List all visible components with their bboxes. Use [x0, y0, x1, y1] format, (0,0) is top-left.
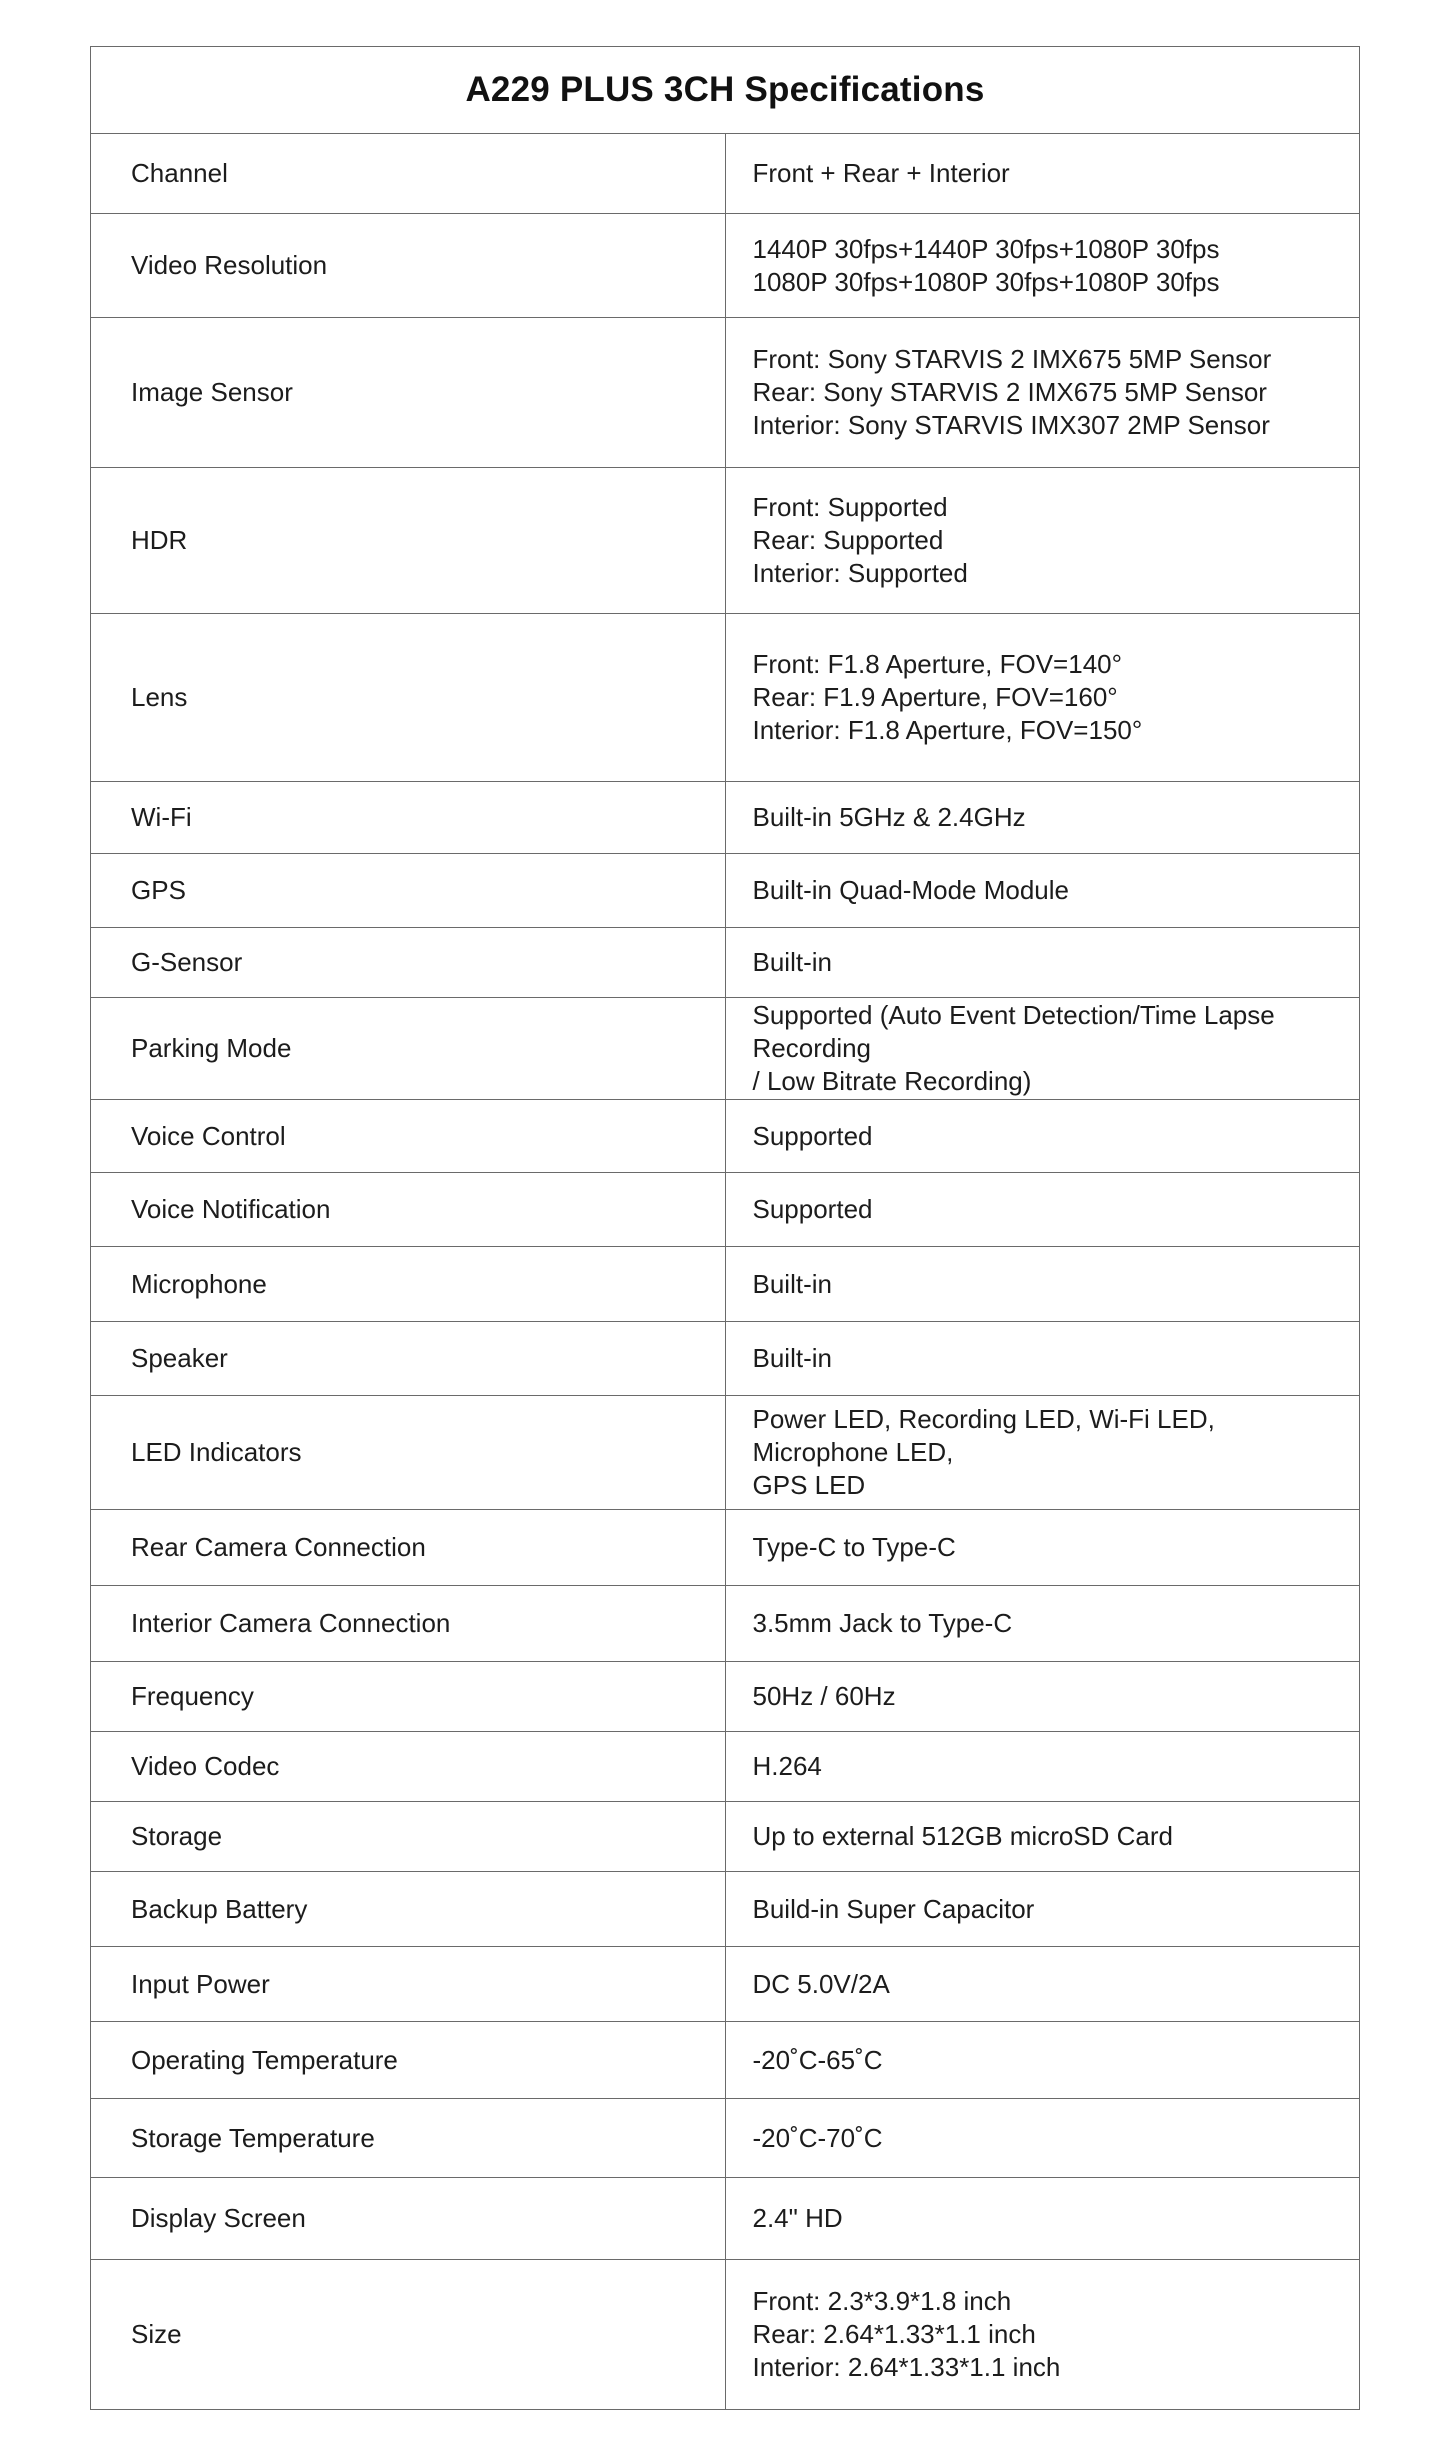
spec-label: Frequency [91, 1662, 726, 1732]
spec-value-line: Power LED, Recording LED, Wi-Fi LED, Microphone LED, [752, 1404, 1215, 1467]
spec-value-line: 2.4" HD [752, 2203, 843, 2233]
spec-value [725, 614, 1360, 782]
spec-value-line: Rear: Sony STARVIS 2 IMX675 5MP Sensor [752, 377, 1267, 407]
spec-label: Channel [91, 134, 726, 214]
table-row [91, 1732, 1360, 1802]
spec-value-line: Front + Rear + Interior [752, 158, 1010, 188]
spec-value-line: Supported [752, 1120, 873, 1151]
table-row [91, 998, 1360, 1100]
spec-label: Backup Battery [91, 1872, 726, 1947]
spec-value [725, 928, 1360, 998]
spec-value [725, 1732, 1360, 1802]
table-row [91, 1662, 1360, 1732]
spec-value-line: Rear: Supported [752, 525, 944, 555]
spec-value-line: Supported (Auto Event Detection/Time Lapse Recording [752, 1000, 1275, 1063]
table-row [91, 1510, 1360, 1586]
spec-value-line: Rear: F1.9 Aperture, FOV=160° [752, 682, 1118, 712]
spec-value-line: Supported [752, 1194, 873, 1224]
spec-value-line: Rear: 2.64*1.33*1.1 inch [752, 2319, 1036, 2349]
spec-value [725, 1510, 1360, 1586]
spec-label: Interior Camera Connection [91, 1586, 726, 1662]
spec-value [725, 2260, 1360, 2410]
spec-value-line: -20˚C-65˚C [752, 2044, 883, 2075]
spec-value-line: 50Hz / 60Hz [752, 1681, 896, 1711]
spec-value [725, 854, 1360, 928]
table-row [91, 214, 1360, 318]
spec-value [725, 1322, 1360, 1396]
spec-value [725, 468, 1360, 614]
spec-label: Size [91, 2260, 726, 2410]
spec-value-line: / Low Bitrate Recording) [752, 1066, 1032, 1096]
spec-label: Storage [91, 1802, 726, 1872]
spec-value-line: Interior: F1.8 Aperture, FOV=150° [752, 715, 1143, 745]
spec-value-line: Front: F1.8 Aperture, FOV=140° [752, 649, 1123, 679]
spec-label: Voice Notification [91, 1173, 726, 1247]
spec-value [725, 998, 1360, 1100]
spec-label: HDR [91, 468, 726, 614]
spec-label: Display Screen [91, 2178, 726, 2260]
spec-value-line: Type-C to Type-C [752, 1532, 956, 1562]
table-row [91, 782, 1360, 854]
table-row [91, 468, 1360, 614]
spec-label: Video Resolution [91, 214, 726, 318]
table-row [91, 1322, 1360, 1396]
spec-label: Wi-Fi [91, 782, 726, 854]
spec-value [725, 2178, 1360, 2260]
table-row [91, 854, 1360, 928]
spec-value-line: Front: 2.3*3.9*1.8 inch [752, 2286, 1012, 2316]
table-row [91, 2099, 1360, 2178]
spec-value-line: 1080P 30fps+1080P 30fps+1080P 30fps [752, 266, 1220, 297]
spec-value [725, 1173, 1360, 1247]
spec-value [725, 1802, 1360, 1872]
spec-value-line: DC 5.0V/2A [752, 1968, 890, 1999]
spec-label: Speaker [91, 1322, 726, 1396]
spec-value-line: -20˚C-70˚C [752, 2122, 883, 2153]
table-title: A229 PLUS 3CH Specifications [91, 47, 1360, 134]
spec-value-line: Front: Supported [752, 492, 948, 522]
spec-value [725, 1662, 1360, 1732]
spec-value [725, 1100, 1360, 1173]
spec-value-line: Built-in Quad-Mode Module [752, 875, 1069, 905]
spec-value [725, 318, 1360, 468]
spec-label: Voice Control [91, 1100, 726, 1173]
spec-value [725, 1247, 1360, 1322]
title-row [91, 47, 1360, 134]
spec-label: Rear Camera Connection [91, 1510, 726, 1586]
table-row [91, 928, 1360, 998]
table-row [91, 1872, 1360, 1947]
spec-table [90, 46, 1360, 2410]
spec-value [725, 1586, 1360, 1662]
table-row [91, 1947, 1360, 2022]
spec-label: Storage Temperature [91, 2099, 726, 2178]
table-row [91, 2178, 1360, 2260]
table-row [91, 1173, 1360, 1247]
spec-value [725, 2099, 1360, 2178]
table-row [91, 2022, 1360, 2099]
spec-value-line: Interior: Supported [752, 558, 968, 588]
spec-value-line: Built-in [752, 947, 832, 977]
spec-value-line: Interior: Sony STARVIS IMX307 2MP Sensor [752, 410, 1270, 440]
table-row [91, 1396, 1360, 1510]
spec-value-line: Build-in Super Capacitor [752, 1893, 1035, 1924]
spec-value-line: Built-in 5GHz & 2.4GHz [752, 802, 1026, 832]
spec-value-line: Front: Sony STARVIS 2 IMX675 5MP Sensor [752, 344, 1272, 374]
spec-value [725, 214, 1360, 318]
spec-value [725, 782, 1360, 854]
spec-label: Operating Temperature [91, 2022, 726, 2099]
spec-value-line: Built-in [752, 1268, 832, 1299]
table-row [91, 134, 1360, 214]
spec-value-line: Interior: 2.64*1.33*1.1 inch [752, 2352, 1061, 2382]
spec-value [725, 1872, 1360, 1947]
table-row [91, 1100, 1360, 1173]
spec-label: Image Sensor [91, 318, 726, 468]
spec-value [725, 134, 1360, 214]
spec-value [725, 2022, 1360, 2099]
spec-label: Lens [91, 614, 726, 782]
table-row [91, 1247, 1360, 1322]
spec-label: LED Indicators [91, 1396, 726, 1510]
spec-label: Parking Mode [91, 998, 726, 1100]
table-row [91, 318, 1360, 468]
spec-label: Video Codec [91, 1732, 726, 1802]
spec-label: Input Power [91, 1947, 726, 2022]
spec-label: GPS [91, 854, 726, 928]
spec-value-line: 1440P 30fps+1440P 30fps+1080P 30fps [752, 233, 1220, 264]
spec-value-line: Built-in [752, 1343, 832, 1373]
spec-value [725, 1947, 1360, 2022]
spec-value-line: GPS LED [752, 1470, 866, 1500]
table-row [91, 1802, 1360, 1872]
spec-value [725, 1396, 1360, 1510]
table-row [91, 614, 1360, 782]
spec-value-line: Up to external 512GB microSD Card [752, 1821, 1174, 1851]
spec-label: Microphone [91, 1247, 726, 1322]
spec-value-line: H.264 [752, 1751, 822, 1781]
spec-value-line: 3.5mm Jack to Type-C [752, 1608, 1013, 1638]
spec-label: G-Sensor [91, 928, 726, 998]
table-row [91, 1586, 1360, 1662]
table-row [91, 2260, 1360, 2410]
spec-table-body [91, 47, 1360, 2410]
